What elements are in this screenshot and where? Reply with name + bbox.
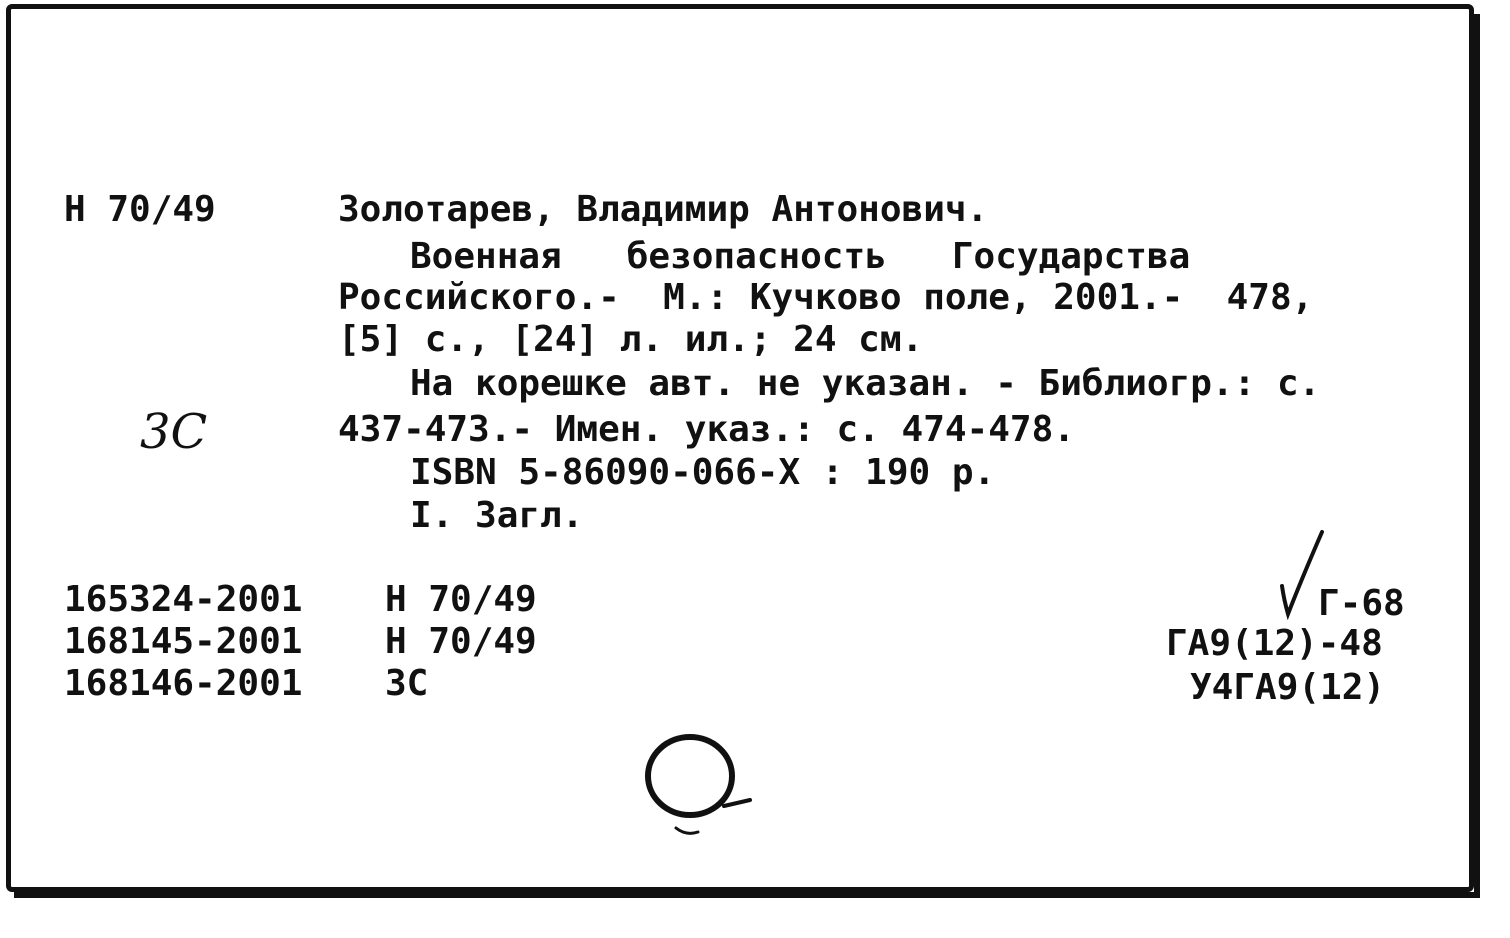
holding-inventory-1: 165324-2001 <box>64 579 303 620</box>
holding-location-2: Н 70/49 <box>385 621 537 662</box>
card-shadow-right <box>1474 14 1480 898</box>
title-line-1: Военная безопасность Государства <box>410 236 1191 277</box>
classification-1: Г-68 <box>1318 583 1405 624</box>
holding-inventory-3: 168146-2001 <box>64 663 303 704</box>
classification-3: У4ГА9(12) <box>1190 667 1386 708</box>
notes-line-1: На корешке авт. не указан. - Библиогр.: с. <box>410 363 1321 404</box>
card-shadow-bottom <box>14 892 1480 898</box>
holding-location-3: 3С <box>385 663 429 704</box>
call-number: Н 70/49 <box>64 189 216 230</box>
classification-2: ГА9(12)-48 <box>1166 623 1383 664</box>
title-line-3: [5] с., [24] л. ил.; 24 см. <box>338 319 924 360</box>
isbn-line: ISBN 5-86090-066-X : 190 р. <box>410 452 996 493</box>
punch-hole-icon <box>640 730 760 845</box>
notes-line-2: 437-473.- Имен. указ.: с. 474-478. <box>338 409 1075 450</box>
holding-location-1: Н 70/49 <box>385 579 537 620</box>
holding-inventory-2: 168145-2001 <box>64 621 303 662</box>
title-line-2: Российского.- М.: Кучково поле, 2001.- 478, <box>338 277 1314 318</box>
tracing-line: I. Загл. <box>410 495 584 536</box>
author-heading: Золотарев, Владимир Антонович. <box>338 189 989 230</box>
handwritten-mark: 3С <box>140 404 208 460</box>
